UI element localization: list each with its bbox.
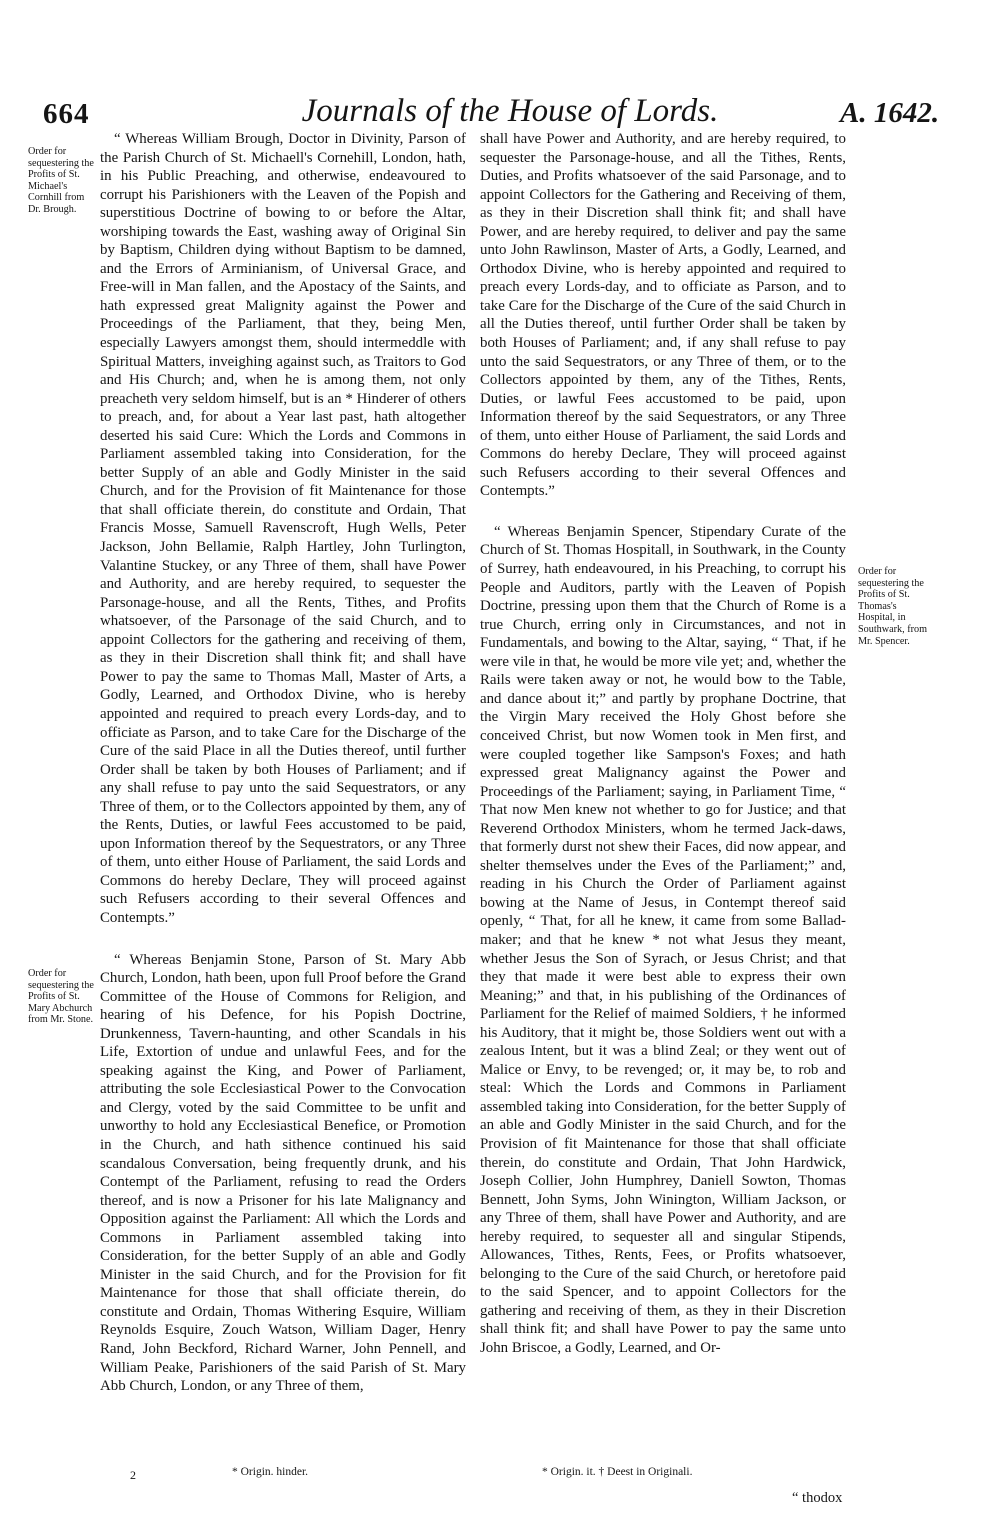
order-brough-paragraph: “ Whereas William Brough, Doctor in Divinity, Parson of the Parish Church of St. Michaell's Cornehill, London, hath, in his Public Preaching, and otherwise, endeavoured to corrupt his Parishioners with the Leaven of the Popish and superstitious Doctrine of bowing to or before the Altar, worshiping towards the East, washing away of Original Sin by Baptism, Children dying without Baptism to be damned, and the Errors of Arminianism, of Universal Grace, and Free-will in Man fallen, and the Apostacy of the Saints, and hath expressed great Malignity against the Power and Proceedings of the Parliament, that they, being Men, especially Lawyers amongst them, should intermeddle with Spiritual Matters, inveighing against such, as Traitors to God and His Church; and, when he is among them, not only preacheth very seldom himself, but is an * Hinderer of others to preach, and, for about a Year last past, hath altogether deserted his said Cure: Which the Lords and Commons in Parliament assembled taking into Consideration, for the better Supply of an able and Godly Minister in the said Church, and for the Provision of fit Maintenance for those that shall officiate therein, do constitute and Ordain, That Francis Mosse, Samuell Ravenscroft, Hugh Wells, Peter Jackson, John Bellamie, Ralph Hartley, John Turlington, Valantine Stuckey, or any Three of them, shall have Power and Authority, and are hereby required, to sequester the Parsonage-house, and all the Rents, Tithes, and Profits whatsoever, of the Parsonage of the said Church, and to appoint Collectors for the gathering and receiving of them, as they in their Discretion shall think fit; and shall have Power to pay the same to Thomas Mall, Master of Arts, a Godly, Learned, and Orthodox Divine, who is hereby appointed and required to preach every Lords-day, and to officiate as Parson, and to take Care for the Discharge of the Cure of the said Place in all the Duties thereof, until further Order shall be taken by both Houses of Parliament; and if any shall refuse to pay unto the said Sequestrators, or any Three of them, or to the Collectors appointed by them, any of the Rents, Duties, or lawful Fees accustomed to be paid, upon Information thereof by the Sequestrators, or any Three of them, unto either House of Parliament, the said Lords and Commons do hereby Declare, They will proceed against such Refusers according to their several Offences and Contempts.”: [100, 131, 466, 926]
page-header: [0, 0, 992, 140]
order-spencer-paragraph: “ Whereas Benjamin Spencer, Stipendary Curate of the Church of St. Thomas Hospitall, in Southwark, in the County of Surrey, hath endeavoured, in his Preaching, to corrupt his People and Auditors, partly with the Leaven of Popish Doctrine, pressing upon them that the Church of Rome is a true Church, erring only in Circumstances, and not in Fundamentals, and bowing to the Altar, saying, “ That, if he were vile in that, he would be more vile yet; and, whether the Rails were taken away or not, he would bow to the Table, and dance about it;” and partly by prophane Doctrine, that the Virgin Mary received the Holy Ghost before she conceived Christ, but now Women took in Men first, and were coupled together like Sampson's Foxes; and hath expressed great Malignancy against the Power and Proceedings of the Parliament; saying, in Parliament Time, “ That now Men knew not whether to go for Justice; and that Reverend Orthodox Ministers, whom he termed Jack-daws, that formerly durst not shew their Faces, did now appear, and shelter themselves under the Eves of the Parliament;” and, reading in his Church the Order of Parliament against bowing at the Name of Jesus, in Contempt thereof said openly, “ That, for all he knew, it came from some Ballad-maker; and that he knew * not what Jesus they meant, whether Jesus the Son of Syrach, or Jesus Christ; and that they that made it were best able to express their own Meaning;” and that, in his publishing of the Ordinances of Parliament for the Relief of maimed Soldiers, † he informed his Auditory, that it might be, those Soldiers went out with a zealous Intent, but it was a blind Zeal; or they went out of Malice or Envy, to be revenged; or, it may be, to rob and steal: Which the Lords and Commons in Parliament assembled taking into Consideration, for the better Supply of an able and Godly Minister in the said Church, and for the Provision of fit Maintenance for those that shall officiate therein, do constitute and Ordain, That John Hardwick, Joseph Collier, John Humphrey, Daniell Sowton, Thomas Bennett, John Syms, John Winington, William Jackson, or any Three of them, shall have Power and Authority, and are hereby required, to sequester all and singular Stipends, Allowances, Tithes, Rents, Fees, or Profits whatsoever, belonging to the Cure of the said Church, or heretofore paid to the said Spencer, and to appoint Collectors for the gathering and receiving of them, as they in their Discretion shall think fit; and shall have Power to pay the same unto John Briscoe, a Godly, Learned, and Or-: [480, 523, 846, 1356]
catchword: “ thodox: [792, 1490, 843, 1506]
signature-mark: 2: [130, 1468, 136, 1482]
page-number: 664: [43, 98, 90, 130]
margin-note-brough: Order for sequestering the Profits of St. Michael's Cornhill from Dr. Brough.: [28, 146, 94, 215]
footnote-right: * Origin. it. † Deest in Originali.: [542, 1466, 693, 1478]
order-stone-continuation: shall have Power and Authority, and are hereby required, to sequester the Parsonage-house, and all the Tithes, Rents, Duties, and Profits whatsoever of the said Parsonage, and to appoint Collectors for the Gathering and Receiving of them, as they in their Discretion shall think fit; and shall have Power, and are hereby required, to deliver and pay the same unto John Rawlinson, Master of Arts, a Godly, Learned, and Orthodox Divine, who is hereby appointed and required to preach every Lords-day, and to officiate as Parson, and to take Care for the Discharge of the Cure of the said Church in all the Duties thereof, until further Order shall be taken by both Houses of Parliament; and, if any shall refuse to pay unto the said Sequestrators, or any Three of them, or to the Collectors appointed by them, any of the Tithes, Rents, Duties, or lawful Fees accustomed to be paid, upon Information thereof by the said Sequestrators, or any Three of them, unto either House of Parliament, the said Lords and Commons do hereby Declare, They will proceed against such Refusers according to their several Offences and Contempts.”: [480, 131, 846, 500]
margin-note-stone: Order for sequestering the Profits of St. Mary Abchurch from Mr. Stone.: [28, 968, 94, 1026]
footnote-left: * Origin. hinder.: [232, 1466, 309, 1478]
right-column: [480, 130, 846, 1358]
running-year: A. 1642.: [840, 97, 940, 129]
order-stone-paragraph: “ Whereas Benjamin Stone, Parson of St. Mary Abb Church, London, hath been, upon full Proof before the Grand Committee of the House of Commons for Religion, and hearing of his Defence, for his Popish Doctrine, Drunkenness, Tavern-haunting, and other Scandals in his Life, Extortion of undue and unlawful Fees, and for the speaking against the King, and Power of Parliament, attributing the sole Ecclesiastical Power to the Convocation and Clergy, voted by the said Committee to be unfit and unworthy to hold any Ecclesiastical Benefice, or Promotion in the Church, and hath sithence continued his said scandalous Conversation, being frequently drunk, and his Contempt of the Parliament, refusing to read the Orders thereof, and is now a Prisoner for his late Malignancy and Opposition against the Parliament: All which the Lords and Commons in Parliament assembled taking into Consideration, for the better Supply of an able and Godly Minister in the said Church, and for the Provision for fit Maintenance for those that shall officiate therein, do constitute and Ordain, Thomas Withering Esquire, William Reynolds Esquire, Zouch Watson, William Dager, Henry Rand, John Beckford, Richard Warner, John Pennell, and William Peake, Parishioners of the said Parish of St. Mary Abb Church, London, or any Three of them,: [100, 951, 466, 1395]
left-column: [100, 130, 466, 1396]
running-title: Journals of the House of Lords.: [301, 93, 719, 129]
margin-note-spencer: Order for sequestering the Profits of St. Thomas's Hospital, in Southwark, from Mr. Spencer.: [858, 566, 928, 647]
